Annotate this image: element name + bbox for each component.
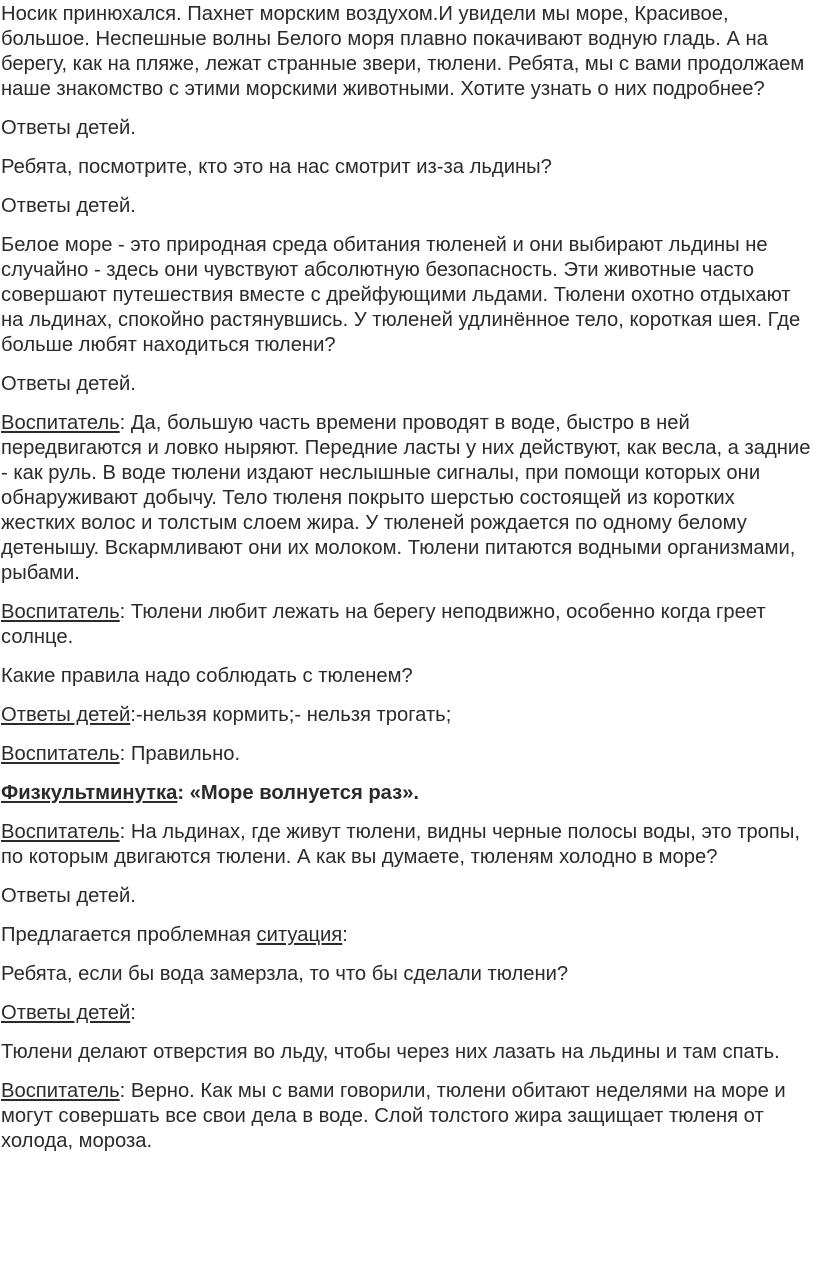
paragraph bbox=[0, 2, 816, 102]
speaker-label: Воспитатель bbox=[1, 1080, 120, 1102]
paragraph bbox=[0, 703, 816, 728]
paragraph-text: : bbox=[130, 1002, 136, 1024]
paragraph-text: Предлагается проблемная bbox=[1, 924, 257, 946]
paragraph bbox=[0, 923, 816, 948]
paragraph bbox=[0, 1040, 816, 1065]
paragraph-text: : «Море волнуется раз». bbox=[177, 782, 420, 804]
paragraph-text: Носик принюхался. Пахнет морским воздухом.И увидели мы море, Красивое, большое. Неспешные волны Белого моря плавно покачивают водную гладь. А на берегу, как на пляже, лежат странные звери, тюлени. Ребята, мы с вами продолжаем наше знакомство с этими морскими животными. Хотите узнать о них подробнее? bbox=[1, 3, 805, 100]
paragraph-text: Тюлени делают отверстия во льду, чтобы через них лазать на льдины и там спать. bbox=[1, 1041, 780, 1063]
paragraph-text: Ребята, если бы вода замерзла, то что бы сделали тюлени? bbox=[1, 963, 569, 985]
paragraph bbox=[0, 962, 816, 987]
paragraph bbox=[0, 1079, 816, 1154]
paragraph-text: : Верно. Как мы с вами говорили, тюлени обитают неделями на море и могут совершать все свои дела в воде. Слой толстого жира защищает тюленя от холода, мороза. bbox=[1, 1080, 786, 1152]
speaker-label: Воспитатель bbox=[1, 821, 120, 843]
paragraph-text: Ответы детей. bbox=[1, 195, 136, 217]
paragraph bbox=[0, 600, 816, 650]
paragraph-text: : Правильно. bbox=[119, 743, 241, 765]
underlined-word: ситуация bbox=[256, 924, 343, 946]
section-heading bbox=[0, 781, 816, 806]
paragraph bbox=[0, 742, 816, 767]
paragraph-text: Ответы детей. bbox=[1, 885, 136, 907]
speaker-label: Ответы детей bbox=[1, 1002, 131, 1024]
paragraph bbox=[0, 1001, 816, 1026]
paragraph bbox=[0, 116, 816, 141]
paragraph bbox=[0, 411, 816, 586]
speaker-label: Воспитатель bbox=[1, 743, 120, 765]
paragraph-text: :-нельзя кормить;- нельзя трогать; bbox=[130, 704, 452, 726]
paragraph-text: Ответы детей. bbox=[1, 373, 136, 395]
speaker-label: Ответы детей bbox=[1, 704, 131, 726]
paragraph-text: : Тюлени любит лежать на берегу неподвижно, особенно когда греет солнце. bbox=[1, 601, 766, 648]
paragraph bbox=[0, 233, 816, 358]
paragraph bbox=[0, 820, 816, 870]
paragraph-text: Какие правила надо соблюдать с тюленем? bbox=[1, 665, 413, 687]
paragraph bbox=[0, 155, 816, 180]
paragraph bbox=[0, 372, 816, 397]
paragraph-text: Белое море - это природная среда обитания тюленей и они выбирают льдины не случайно - здесь они чувствуют абсолютную безопасность. Эти животные часто совершают путешествия вместе с дрейфующими льдами. Тюлени охотно отдыхают на льдинах, спокойно растянувшись. У тюленей удлинённое тело, короткая шея. Где больше любят находиться тюлени? bbox=[1, 234, 801, 356]
paragraph-text: Ответы детей. bbox=[1, 117, 136, 139]
paragraph bbox=[0, 664, 816, 689]
speaker-label: Воспитатель bbox=[1, 412, 120, 434]
speaker-label: Воспитатель bbox=[1, 601, 120, 623]
paragraph-text: Ребята, посмотрите, кто это на нас смотрит из-за льдины? bbox=[1, 156, 552, 178]
paragraph bbox=[0, 194, 816, 219]
paragraph bbox=[0, 884, 816, 909]
paragraph-tail: : bbox=[342, 924, 348, 946]
speaker-label: Физкультминутка bbox=[1, 782, 178, 804]
paragraph-text: : На льдинах, где живут тюлени, видны черные полосы воды, это тропы, по которым двигаются тюлени. А как вы думаете, тюленям холодно в море? bbox=[1, 821, 800, 868]
paragraph-text: : Да, большую часть времени проводят в воде, быстро в ней передвигаются и ловко ныряют. Передние ласты у них действуют, как весла, а задние - как руль. В воде тюлени издают неслышные сигналы, при помощи которых они обнаруживают добычу. Тело тюленя покрыто шерстью состоящей из коротких жестких волос и толстым слоем жира. У тюленей рождается по одному белому детенышу. Вскармливают они их молоком. Тюлени питаются водными организмами, рыбами. bbox=[1, 412, 811, 584]
